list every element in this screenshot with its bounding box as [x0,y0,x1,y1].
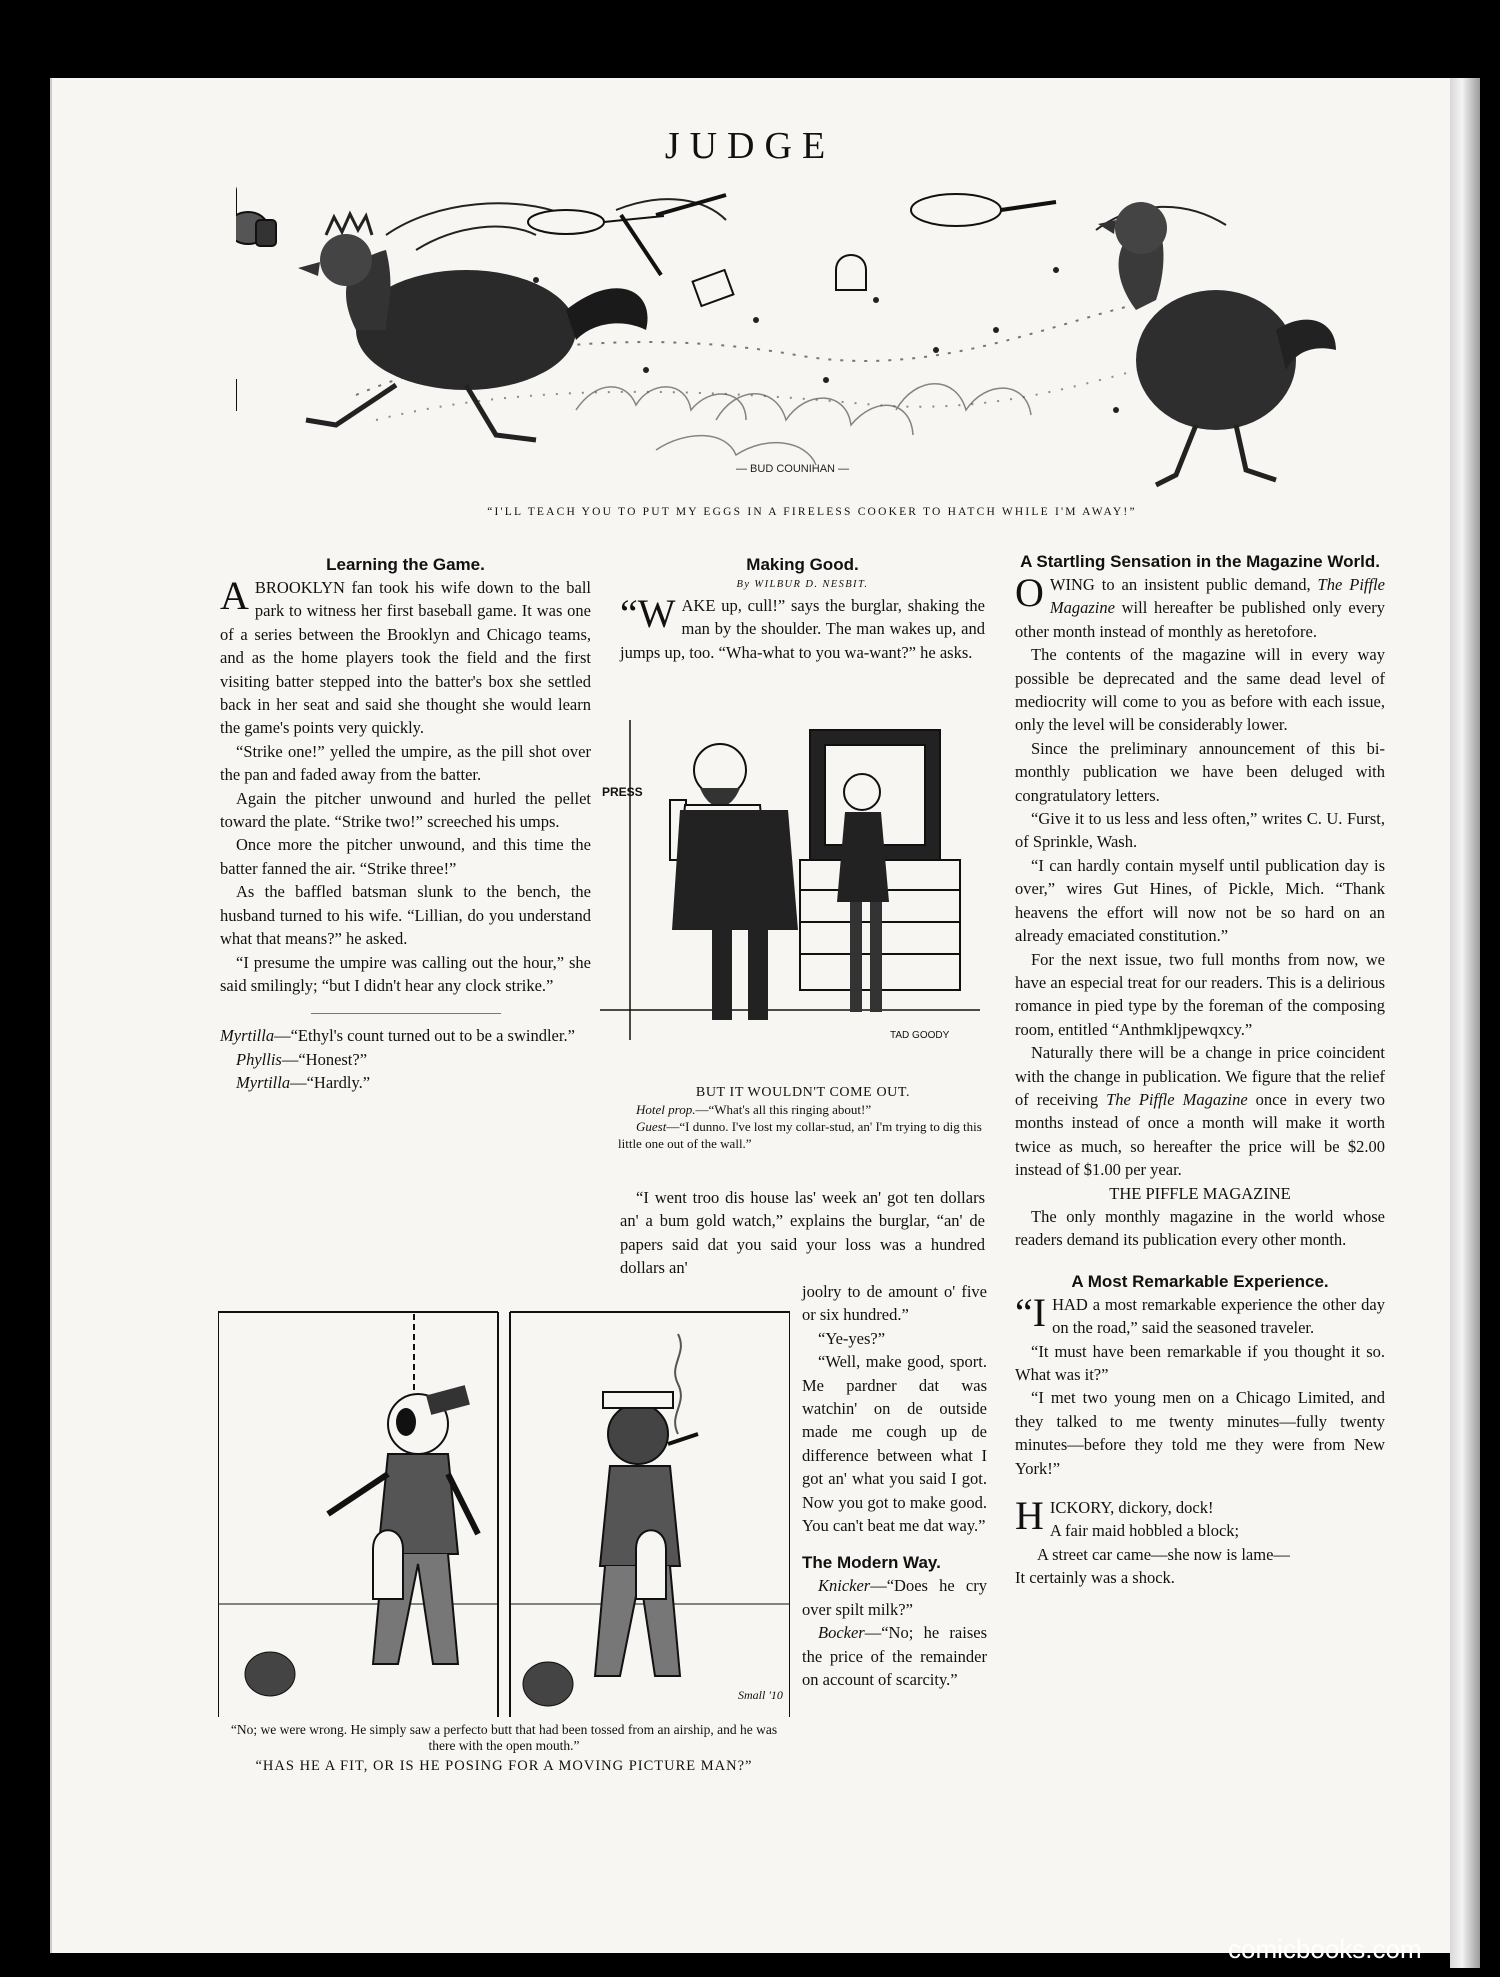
tramp-figure-left [328,1385,478,1664]
article-title-making-good: Making Good. [746,555,859,574]
masthead: JUDGE [664,125,836,167]
article-paragraph: “WAKE up, cull!” says the burglar, shaking the man by the shoulder. The man wakes up, and jumps up, too. “Wha-what to you wa-want?” he asks. [620,591,985,662]
joke-line: Myrtilla—“Hardly.” [236,1073,371,1093]
article-paragraph: ABROOKLYN fan took his wife down to the ball park to witness her first baseball game. It was one of a series between the Brooklyn and Chicago teams, and as the home players took the field and the first visiting batter stepped into the batter's box she settled back in her seat and said she thought she would learn the game's points very quickly. [220,573,591,738]
article-paragraph: “Well, make good, sport. Me pardner dat was watchin' on de outside made me cough up de difference between what I got an' what you said I got. Now you got to make good. You can't beat me dat way.” [802,1352,987,1536]
two-panel-caption-title: “HAS HE A FIT, OR IS HE POSING FOR A MOVING PICTURE MAN?” [255,1758,753,1774]
verse-line: A fair maid hobbled a block; [1049,1521,1240,1541]
top-cartoon-signature: — BUD COUNIHAN — [736,463,850,475]
article-paragraph: As the baffled batsman slunk to the bench, the husband turned to his wife. “Lillian, do you understand what that means?” he asked. [220,882,591,949]
column-2-continued [620,1186,985,1280]
drop-cap: H [1015,1493,1044,1539]
top-cartoon-caption: “I'LL TEACH YOU TO PUT MY EGGS IN A FIRELESS COOKER TO HATCH WHILE I'M AWAY!” [487,506,1137,518]
two-panel-caption [218,1722,790,1775]
verse-line: HICKORY, dickory, dock! [1015,1493,1214,1539]
watermark: comicbooks.com [1228,1934,1422,1964]
article-paragraph: “I can hardly contain myself until publication day is over,” wires Gut Hines, of Pickle, Mich. “Thank heavens the effort will now not be so hard on an already emaciated constitution.” [1015,855,1385,946]
hen-figure [1098,202,1336,485]
article-paragraph: For the next issue, two full months from now, we have an especial treat for our readers. This is a delirious romance in pied type by the foreman of the composing room, entitled “Anthmkljpewqxcy.” [1015,949,1385,1039]
article-paragraph: The only monthly magazine in the world whose readers demand its publication every other month. [1015,1206,1385,1250]
joke-line: Phyllis—“Honest?” [236,1049,368,1069]
article-paragraph: The contents of the magazine will in every way possible be deprecated and the same dead level of mediocrity will come to you as before with each issue, only the level will be considerably lower. [1015,645,1385,735]
article-paragraph: “Give it to us less and less often,” writes C. U. Furst, of Sprinkle, Wash. [1015,809,1385,852]
article-paragraph: “I met two young men on a Chicago Limited, and they talked to me twenty minutes—fully twenty minutes—before they told me they were from New York!” [1015,1388,1385,1478]
article-title-startling-sensation: A Startling Sensation in the Magazine World. [1020,552,1380,571]
article-paragraph: “IHAD a most remarkable experience the other day on the road,” said the seasoned traveler. [1015,1289,1385,1338]
verse [1015,1493,1385,1590]
two-panel-cartoon [218,1304,790,1720]
article-paragraph: “Strike one!” yelled the umpire, as the pill shot over the pan and faded away from the batter. [220,741,591,785]
article-title-the-modern-way: The Modern Way. [802,1553,941,1573]
article-paragraph: Again the pitcher unwound and hurled the pellet toward the plate. “Strike two!” screeched his umps. [220,788,591,832]
hotel-cartoon-caption-line: Hotel prop.—“What's all this ringing about!” [636,1102,872,1117]
drop-cap: “I [1015,1289,1047,1335]
verse-line: It certainly was a shock. [1015,1568,1175,1588]
hotel-cartoon-caption-line: Guest—“I dunno. I've lost my collar-stud, an' I'm trying to dig this little one out of the wall.” [618,1119,982,1151]
article-paragraph: “It must have been remarkable if you thought it so. What was it?” [1015,1341,1385,1384]
joke-line: Knicker—“Does he cry over spilt milk?” [802,1576,987,1619]
hotel-cartoon-caption-title: BUT IT WOULDN'T COME OUT. [695,1085,911,1100]
tramp-figure-right [595,1334,698,1676]
joke-line: Myrtilla—“Ethyl's count turned out to be a swindler.” [220,1026,575,1046]
column-2-narrow [802,1280,987,1692]
article-paragraph: OWING to an insistent public demand, The Piffle Magazine will hereafter be published only every other month instead of monthly as heretofore. [1015,570,1385,641]
top-cartoon-illustration [236,180,1388,492]
column-2 [620,553,985,664]
drop-cap: O [1015,570,1044,615]
rooster-figure [298,214,648,440]
hotel-proprietor-figure [672,744,798,1020]
panel-signature: Small '10 [738,1688,783,1702]
column-1 [220,553,591,1095]
article-paragraph: Since the preliminary announcement of this bi-monthly publication we have been deluged with congratulatory letters. [1015,738,1385,805]
hotel-cartoon-caption [618,1084,988,1152]
divider [311,1013,501,1014]
magazine-signature: THE PIFFLE MAGAZINE [1109,1183,1291,1203]
article-paragraph: joolry to de amount o' five or six hundred.” [802,1282,987,1325]
article-paragraph: “Ye-yes?” [818,1328,886,1348]
article-paragraph: Naturally there will be a change in price coincident with the change in publication. We figure that the relief of receiving The Piffle Magazine once in every two months instead of once a month will make it worth twice as much, so hereafter the price will be $2.00 instead of $1.00 per year. [1015,1043,1385,1180]
article-title-remarkable-experience: A Most Remarkable Experience. [1071,1271,1329,1291]
byline: By WILBUR D. NESBIT. [736,579,869,590]
press-sign: PRESS [602,785,643,799]
article-paragraph: “I went troo dis house las' week an' got ten dollars an' a bum gold watch,” explains the burglar, “an' de papers said dat you said your loss was a hundred dollars an' [620,1188,985,1278]
joke-line: Bocker—“No; he raises the price of the remainder on account of scarcity.” [802,1623,987,1690]
page-edge [1450,78,1480,1968]
article-paragraph: “I presume the umpire was calling out the hour,” she said smilingly; “but I didn't hear any clock strike.” [220,952,591,995]
verse-line: A street car came—she now is lame— [1037,1544,1290,1564]
hotel-cartoon-illustration [600,710,980,1050]
drop-cap: “W [620,591,676,636]
drop-cap: A [220,573,249,618]
article-paragraph: Once more the pitcher unwound, and this time the batter fanned the air. “Strike three!” [220,835,591,878]
hotel-cartoon-signature: TAD GOODY [890,1030,950,1041]
two-panel-caption-quote: “No; we were wrong. He simply saw a perfecto butt that had been tossed from an airship, and he was there with the open mouth.” [230,1722,778,1753]
article-title-learning-the-game: Learning the Game. [326,555,485,574]
column-3 [1015,550,1385,1590]
